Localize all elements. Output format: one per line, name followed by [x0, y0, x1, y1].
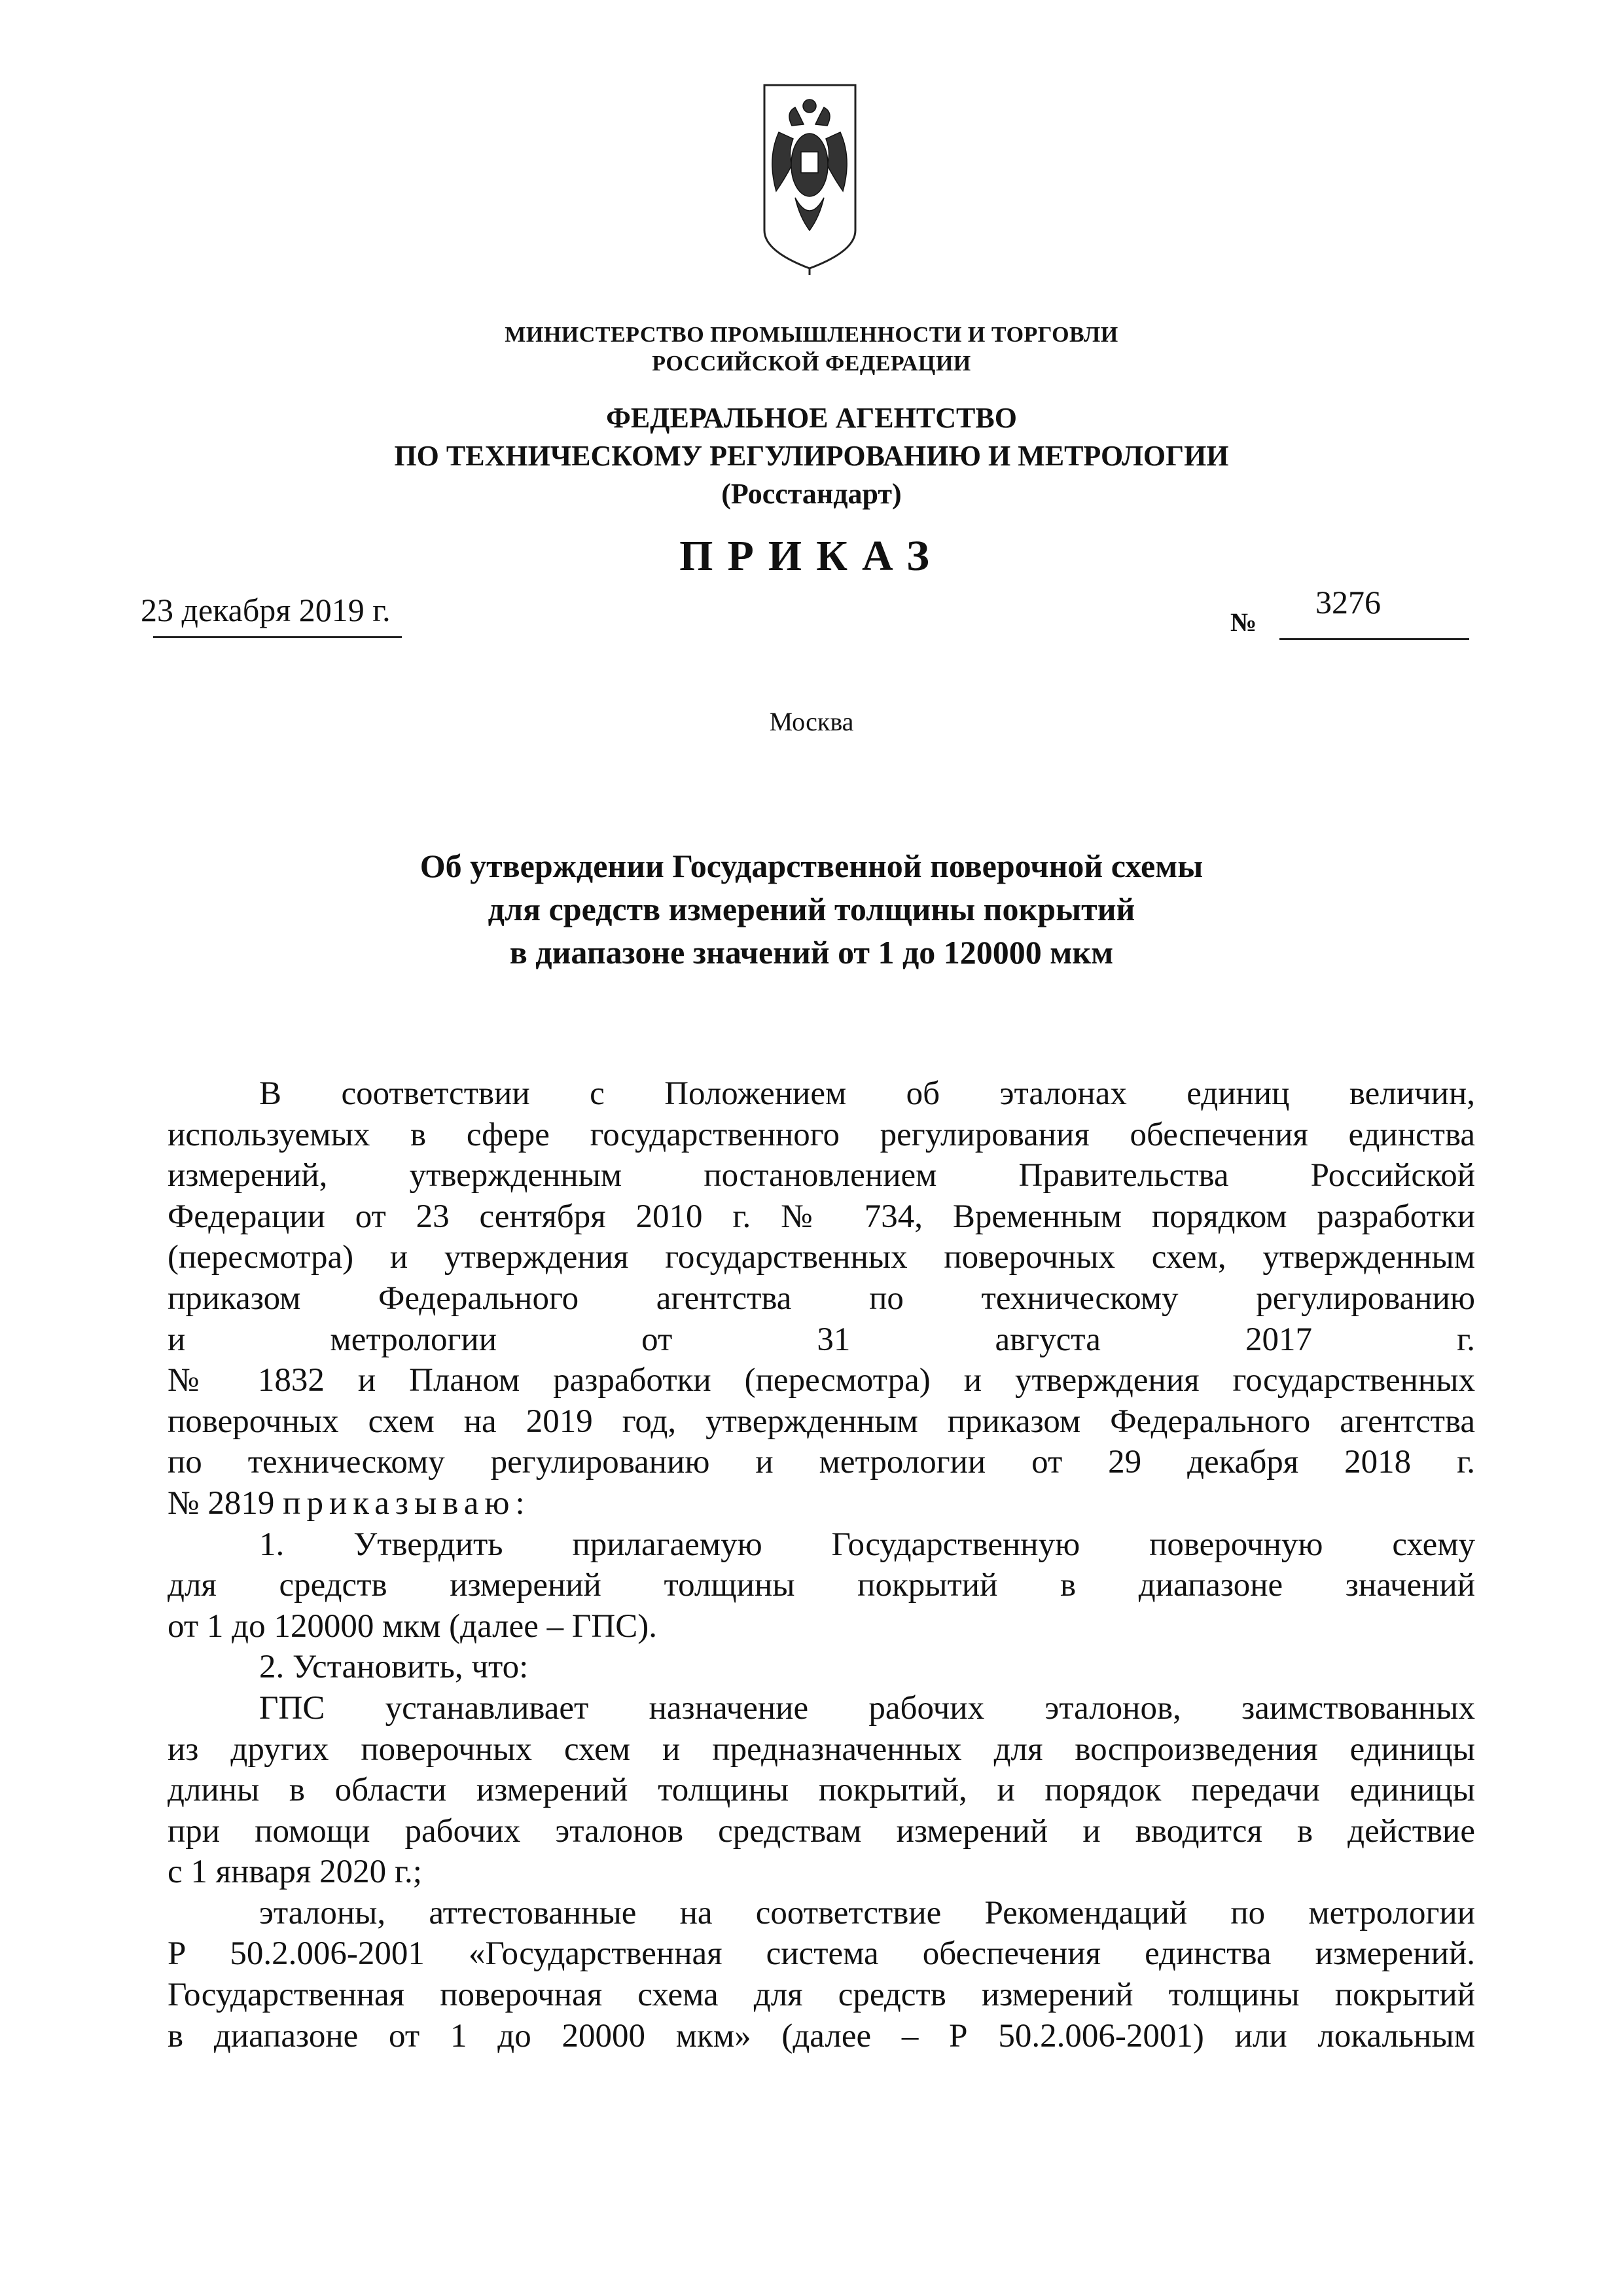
text-line: Федерации от 23 сентября 2010 г. № 734, Временным порядком разработки: [168, 1198, 1475, 1235]
text-line: приказом Федерального агентства по техническому регулированию: [168, 1280, 1475, 1317]
text-line: ГПС устанавливает назначение рабочих эталонов, заимствованных: [259, 1689, 1475, 1727]
subject-line-1: Об утверждении Государственной поверочной схемы: [419, 848, 1204, 884]
text-line: 2. Установить, что:: [259, 1649, 529, 1686]
text-line: в диапазоне от 1 до 20000 мкм» (далее – Р 50.2.006-2001) или локальным: [168, 2017, 1475, 2054]
date-underline: [153, 636, 402, 638]
order-title: ПРИКАЗ: [679, 532, 944, 580]
order-ref-number: № 2819: [168, 1484, 275, 1522]
order-subject: [0, 844, 1623, 974]
paragraph-preamble: [168, 1073, 1475, 1524]
subject-line-2: для средств измерений толщины покрытий: [488, 891, 1135, 927]
text-line: и метрологии от 31 августа 2017 г.: [168, 1321, 1475, 1358]
order-number: 3276: [1315, 584, 1381, 620]
text-line: Государственная поверочная схема для средств измерений толщины покрытий: [168, 1977, 1475, 2014]
text-line: 1. Утвердить прилагаемую Государственную поверочную схему: [259, 1526, 1475, 1563]
subject-line-3: в диапазоне значений от 1 до 120000 мкм: [509, 934, 1114, 971]
paragraph-standards: [168, 1893, 1475, 2056]
order-date: 23 декабря 2019 г.: [141, 592, 391, 628]
text-line: эталоны, аттестованные на соответствие Рекомендаций по метрологии: [259, 1894, 1475, 1931]
city: Москва: [769, 707, 854, 736]
agency-line-1: ФЕДЕРАЛЬНОЕ АГЕНТСТВО: [606, 402, 1017, 434]
agency-name: [0, 399, 1623, 513]
order-word: приказываю:: [283, 1484, 531, 1522]
text-line: В соответствии с Положением об эталонах единиц величин,: [259, 1075, 1475, 1112]
ministry-line-2: РОССИЙСКОЙ ФЕДЕРАЦИИ: [652, 351, 971, 376]
text-line: [168, 1483, 1475, 1524]
agency-line-3: (Росстандарт): [721, 478, 902, 510]
paragraph-item-2: [168, 1647, 1475, 1688]
text-line: от 1 до 120000 мкм (далее – ГПС).: [168, 1607, 657, 1645]
paragraph-item-1: [168, 1524, 1475, 1647]
text-line: № 1832 и Планом разработки (пересмотра) и утверждения государственных: [168, 1362, 1475, 1399]
ministry-line-1: МИНИСТЕРСТВО ПРОМЫШЛЕННОСТИ И ТОРГОВЛИ: [505, 323, 1118, 347]
text-line: (пересмотра) и утверждения государственных поверочных схем, утвержденным: [168, 1239, 1475, 1276]
text-line: используемых в сфере государственного регулирования обеспечения единства: [168, 1116, 1475, 1153]
coat-of-arms-emblem: [759, 80, 861, 276]
text-line: при помощи рабочих эталонов средствам измерений и вводится в действие: [168, 1812, 1475, 1850]
text-line: длины в области измерений толщины покрытий, и порядок передачи единицы: [168, 1772, 1475, 1809]
text-line: Р 50.2.006-2001 «Государственная система обеспечения единства измерений.: [168, 1935, 1475, 1973]
number-underline: [1279, 638, 1469, 640]
ministry-name: [0, 321, 1623, 378]
text-line: по техническому регулированию и метрологии от 29 декабря 2018 г.: [168, 1444, 1475, 1481]
paragraph-gps: [168, 1688, 1475, 1893]
text-line: из других поверочных схем и предназначенных для воспроизведения единицы: [168, 1731, 1475, 1768]
text-line: с 1 января 2020 г.;: [168, 1854, 422, 1891]
text-line: измерений, утвержденным постановлением Правительства Российской: [168, 1157, 1475, 1194]
order-number-sign: №: [1230, 607, 1257, 637]
order-body: [168, 1073, 1475, 2056]
text-line: поверочных схем на 2019 год, утвержденным приказом Федерального агентства: [168, 1403, 1475, 1440]
agency-line-2: ПО ТЕХНИЧЕСКОМУ РЕГУЛИРОВАНИЮ И МЕТРОЛОГИИ: [394, 440, 1229, 472]
text-line: для средств измерений толщины покрытий в диапазоне значений: [168, 1567, 1475, 1604]
